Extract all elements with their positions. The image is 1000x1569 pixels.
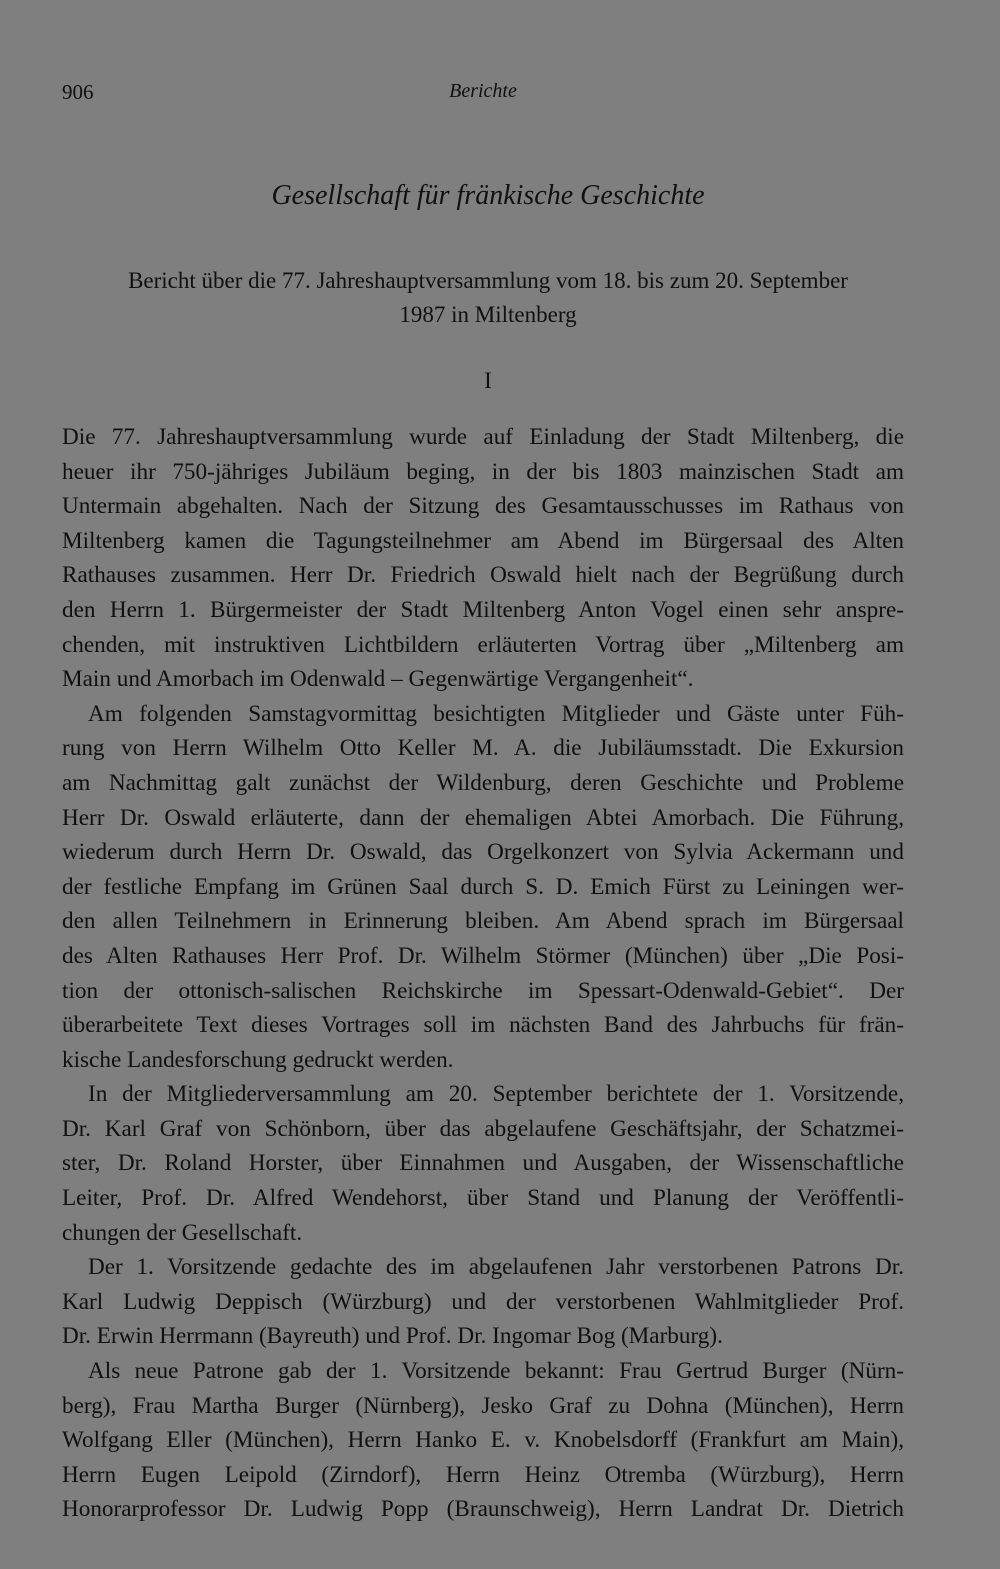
text-line: Die 77. Jahreshauptversammlung wurde auf Einladung der Stadt Miltenberg, die: [62, 424, 904, 450]
text-line: Leiter, Prof. Dr. Alfred Wendehorst, über Stand und Planung der Veröffentli-: [62, 1185, 904, 1212]
text-line: Als neue Patrone gab der 1. Vorsitzende bekannt: Frau Gertrud Burger (Nürn-: [88, 1358, 904, 1385]
text-line: überarbeitete Text dieses Vortrages soll im nächsten Band des Jahrbuchs für frän-: [62, 1012, 904, 1039]
subtitle-line: 1987 in Miltenberg: [399, 302, 577, 327]
text-line: berg), Frau Martha Burger (Nürnberg), Jesko Graf zu Dohna (München), Herrn: [62, 1392, 904, 1419]
text-line: Rathauses zusammen. Herr Dr. Friedrich Oswald hielt nach der Begrüßung durch: [62, 562, 904, 589]
text-line: am Nachmittag galt zunächst der Wildenburg, deren Geschichte und Probleme: [62, 769, 904, 796]
text-line: tion der ottonisch-salischen Reichskirche im Spessart-Odenwald-Gebiet“. Der: [62, 977, 904, 1004]
paragraph: [62, 1250, 904, 1354]
text-line: den Herrn 1. Bürgermeister der Stadt Miltenberg Anton Vogel einen sehr anspre-: [62, 596, 904, 623]
text-line: des Alten Rathauses Herr Prof. Dr. Wilhelm Störmer (München) über „Die Posi-: [62, 942, 904, 969]
text-line: Wolfgang Eller (München), Herrn Hanko E. v. Knobelsdorff (Frankfurt am Main),: [62, 1427, 904, 1454]
section-numeral: I: [484, 368, 492, 393]
page-number: 906: [62, 80, 94, 104]
body-text: [62, 420, 904, 1527]
text-line: Miltenberg kamen die Tagungsteilnehmer am Abend im Bürgersaal des Alten: [62, 527, 904, 554]
text-line: den allen Teilnehmern in Erinnerung bleiben. Am Abend sprach im Bürgersaal: [62, 908, 904, 935]
text-line: Herr Dr. Oswald erläuterte, dann der ehemaligen Abtei Amorbach. Die Führung,: [62, 804, 904, 831]
paragraph: [62, 1354, 904, 1527]
text-line: chenden, mit instruktiven Lichtbildern erläuterten Vortrag über „Miltenberg am: [62, 631, 904, 658]
text-line: wiederum durch Herrn Dr. Oswald, das Orgelkonzert von Sylvia Ackermann und: [62, 839, 904, 866]
text-line: Dr. Erwin Herrmann (Bayreuth) und Prof. Dr. Ingomar Bog (Marburg).: [62, 1323, 723, 1350]
text-line: der festliche Empfang im Grünen Saal durch S. D. Emich Fürst zu Leiningen wer-: [62, 873, 904, 900]
text-line: Der 1. Vorsitzende gedachte des im abgelaufenen Jahr verstorbenen Patrons Dr.: [88, 1254, 904, 1281]
section-title: Gesellschaft für fränkische Geschichte: [271, 180, 705, 211]
text-line: Main und Amorbach im Odenwald – Gegenwärtige Vergangenheit“.: [62, 666, 694, 693]
running-header: [62, 80, 904, 110]
text-line: rung von Herrn Wilhelm Otto Keller M. A. die Jubiläumsstadt. Die Exkursion: [62, 735, 904, 762]
running-title: Berichte: [449, 80, 517, 102]
paragraph: [62, 420, 904, 697]
text-line: chungen der Gesellschaft.: [62, 1219, 303, 1246]
text-line: Untermain abgehalten. Nach der Sitzung des Gesamtausschusses im Rathaus von: [62, 493, 904, 520]
report-subtitle: [62, 264, 914, 332]
text-line: kische Landesforschung gedruckt werden.: [62, 1046, 454, 1073]
paragraph: [62, 697, 904, 1078]
paragraph: [62, 1077, 904, 1250]
text-line: Dr. Karl Graf von Schönborn, über das abgelaufene Geschäftsjahr, der Schatzmei-: [62, 1115, 904, 1142]
text-line: In der Mitgliederversammlung am 20. September berichtete der 1. Vorsitzende,: [88, 1081, 904, 1108]
text-line: Am folgenden Samstagvormittag besichtigten Mitglieder und Gäste unter Füh-: [88, 700, 904, 727]
text-line: Honorarprofessor Dr. Ludwig Popp (Braunschweig), Herrn Landrat Dr. Dietrich: [62, 1496, 904, 1523]
text-line: heuer ihr 750-jähriges Jubiläum beging, in der bis 1803 mainzischen Stadt am: [62, 458, 904, 485]
text-line: Karl Ludwig Deppisch (Würzburg) und der verstorbenen Wahlmitglieder Prof.: [62, 1288, 904, 1315]
text-line: Herrn Eugen Leipold (Zirndorf), Herrn Heinz Otremba (Würzburg), Herrn: [62, 1461, 904, 1488]
text-line: ster, Dr. Roland Horster, über Einnahmen und Ausgaben, der Wissenschaftliche: [62, 1150, 904, 1177]
subtitle-line: Bericht über die 77. Jahreshauptversammlung vom 18. bis zum 20. September: [128, 268, 848, 293]
